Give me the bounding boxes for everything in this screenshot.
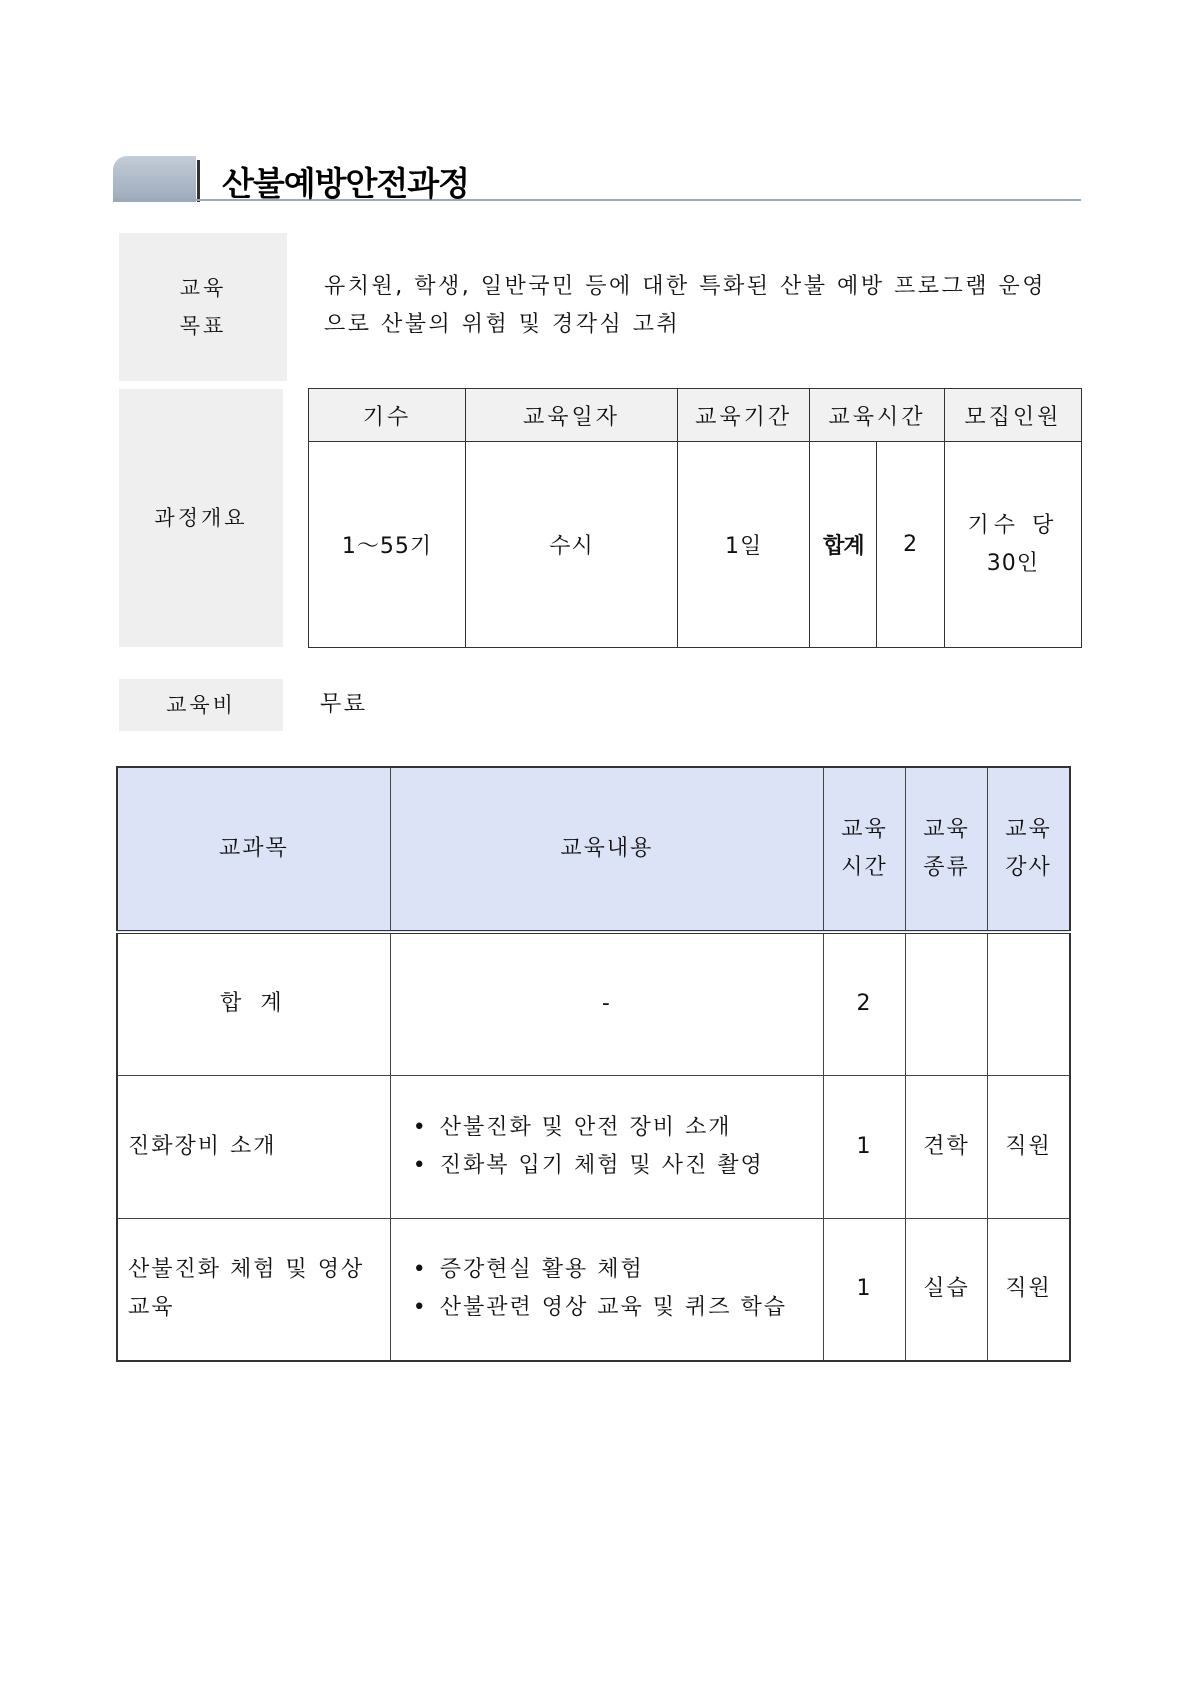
header-capacity: 모집인원 <box>944 389 1081 442</box>
header-session: 기수 <box>309 389 466 442</box>
overview-label: 과정개요 <box>119 389 283 647</box>
row1-instructor: 직원 <box>987 1075 1070 1218</box>
page-title: 산불예방안전과정 <box>222 164 470 203</box>
row2-subject-line2: 교육 <box>128 1295 175 1321</box>
total-hours: 2 <box>823 932 905 1075</box>
header-content: 교육내용 <box>390 767 823 932</box>
capacity-line1: 기수 당 <box>967 512 1059 538</box>
list-item: • 진화복 입기 체험 및 사진 촬영 <box>413 1147 822 1185</box>
overview-data-row <box>309 442 1082 648</box>
goal-text-line2: 으로 산불의 위험 및 경각심 고취 <box>324 312 681 337</box>
header-type-line1: 교육 <box>923 817 970 842</box>
fee-value: 무료 <box>320 692 368 717</box>
row2-subject-line1: 산불진화 체험 및 영상 <box>128 1257 365 1283</box>
header-hours-line1: 교육 <box>841 817 888 842</box>
header-instructor <box>987 767 1070 932</box>
goal-label-line2: 목표 <box>179 314 227 338</box>
capacity-line2: 30인 <box>986 550 1039 576</box>
header-type-line2: 종류 <box>923 855 970 880</box>
session-value: 1～55기 <box>309 442 466 648</box>
header-instructor-line1: 교육 <box>1005 817 1052 842</box>
total-row <box>117 932 1070 1075</box>
header-date: 교육일자 <box>465 389 677 442</box>
row1-subject <box>117 1075 390 1218</box>
goal-text-line1: 유치원, 학생, 일반국민 등에 대한 특화된 산불 예방 프로그램 운영 <box>324 274 1046 299</box>
header-subject: 교과목 <box>117 767 390 932</box>
row1-hours: 1 <box>823 1075 905 1218</box>
total-content: - <box>390 932 823 1075</box>
capacity-value <box>944 442 1081 648</box>
header-type <box>905 767 987 932</box>
row2-content <box>390 1218 823 1361</box>
goal-text <box>324 268 1084 344</box>
curriculum-row <box>117 1218 1070 1361</box>
row2-hours: 1 <box>823 1218 905 1361</box>
list-item: • 산불관련 영상 교육 및 퀴즈 학습 <box>413 1289 822 1327</box>
header-time: 교육시간 <box>810 389 944 442</box>
row1-content-list <box>401 1109 822 1185</box>
row2-type: 실습 <box>905 1218 987 1361</box>
curriculum-header-row <box>117 767 1070 932</box>
curriculum-row <box>117 1075 1070 1218</box>
list-item: • 증강현실 활용 체험 <box>413 1251 822 1289</box>
goal-label <box>119 233 287 381</box>
overview-table <box>308 388 1082 648</box>
row2-content-list <box>401 1251 822 1327</box>
total-instructor <box>987 932 1070 1075</box>
curriculum-table <box>116 766 1071 1362</box>
time-total-value: 2 <box>877 442 944 648</box>
header-instructor-line2: 강사 <box>1005 855 1052 880</box>
row1-type: 견학 <box>905 1075 987 1218</box>
total-type <box>905 932 987 1075</box>
title-decoration <box>113 156 196 202</box>
row1-content <box>390 1075 823 1218</box>
period-value: 1일 <box>677 442 809 648</box>
header-hours <box>823 767 905 932</box>
row2-instructor: 직원 <box>987 1218 1070 1361</box>
row1-subject-line1: 진화장비 소개 <box>128 1133 277 1159</box>
goal-label-line1: 교육 <box>179 276 227 300</box>
row2-subject <box>117 1218 390 1361</box>
header-hours-line2: 시간 <box>841 855 888 880</box>
fee-label: 교육비 <box>119 679 283 731</box>
overview-header-row <box>309 389 1082 442</box>
total-subject: 합 계 <box>117 932 390 1075</box>
list-item: • 산불진화 및 안전 장비 소개 <box>413 1109 822 1147</box>
time-total-label: 합계 <box>810 442 877 648</box>
header-period: 교육기간 <box>677 389 809 442</box>
date-value: 수시 <box>465 442 677 648</box>
